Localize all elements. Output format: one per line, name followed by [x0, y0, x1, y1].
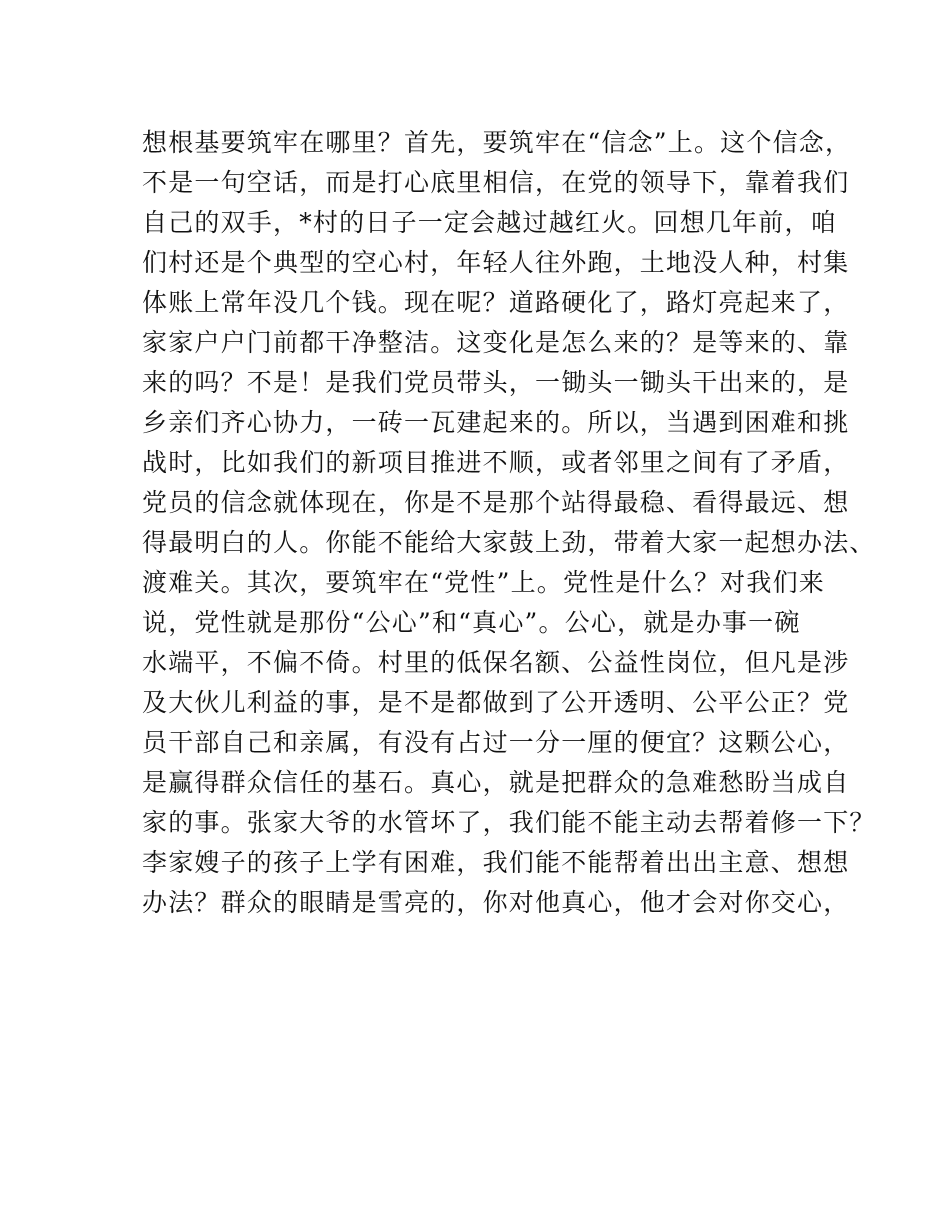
- text-line: 来的吗？不是！是我们党员带头，一锄头一锄头干出来的，是: [142, 368, 850, 397]
- text-line: 家的事。张家大爷的水管坏了，我们能不能主动去帮着修一下？: [142, 808, 876, 837]
- text-line: 渡难关。其次，要筑牢在“党性”上。党性是什么？对我们来: [142, 568, 825, 597]
- text-line: 李家嫂子的孩子上学有困难，我们能不能帮着出出主意、想想: [142, 848, 850, 877]
- body-paragraph: [142, 123, 876, 923]
- text-line: 乡亲们齐心协力，一砖一瓦建起来的。所以，当遇到困难和挑: [142, 408, 850, 437]
- text-line: 说，党性就是那份“公心”和“真心”。公心，就是办事一碗: [142, 608, 801, 637]
- text-line: 不是一句空话，而是打心底里相信，在党的领导下，靠着我们: [142, 168, 850, 197]
- text-line: 是赢得群众信任的基石。真心，就是把群众的急难愁盼当成自: [142, 768, 850, 797]
- text-line: 得最明白的人。你能不能给大家鼓上劲，带着大家一起想办法、: [142, 528, 876, 557]
- text-line: 家家户户门前都干净整洁。这变化是怎么来的？是等来的、靠: [142, 328, 850, 357]
- text-line: 们村还是个典型的空心村，年轻人往外跑，土地没人种，村集: [142, 248, 850, 277]
- text-line: 党员的信念就体现在，你是不是那个站得最稳、看得最远、想: [142, 488, 850, 517]
- text-line: 员干部自己和亲属，有没有占过一分一厘的便宜？这颗公心，: [142, 728, 850, 757]
- text-line: 及大伙儿利益的事，是不是都做到了公开透明、公平公正？党: [142, 688, 850, 717]
- text-line: 战时，比如我们的新项目推进不顺，或者邻里之间有了矛盾，: [142, 448, 850, 477]
- text-line: 水端平，不偏不倚。村里的低保名额、公益性岗位，但凡是涉: [142, 648, 850, 677]
- text-line: 想根基要筑牢在哪里？首先，要筑牢在“信念”上。这个信念，: [142, 128, 852, 157]
- text-line: 自己的双手，*村的日子一定会越过越红火。回想几年前，咱: [142, 208, 837, 237]
- text-line: 体账上常年没几个钱。现在呢？道路硬化了，路灯亮起来了，: [142, 288, 850, 317]
- text-line: 办法？群众的眼睛是雪亮的，你对他真心，他才会对你交心，: [142, 888, 850, 917]
